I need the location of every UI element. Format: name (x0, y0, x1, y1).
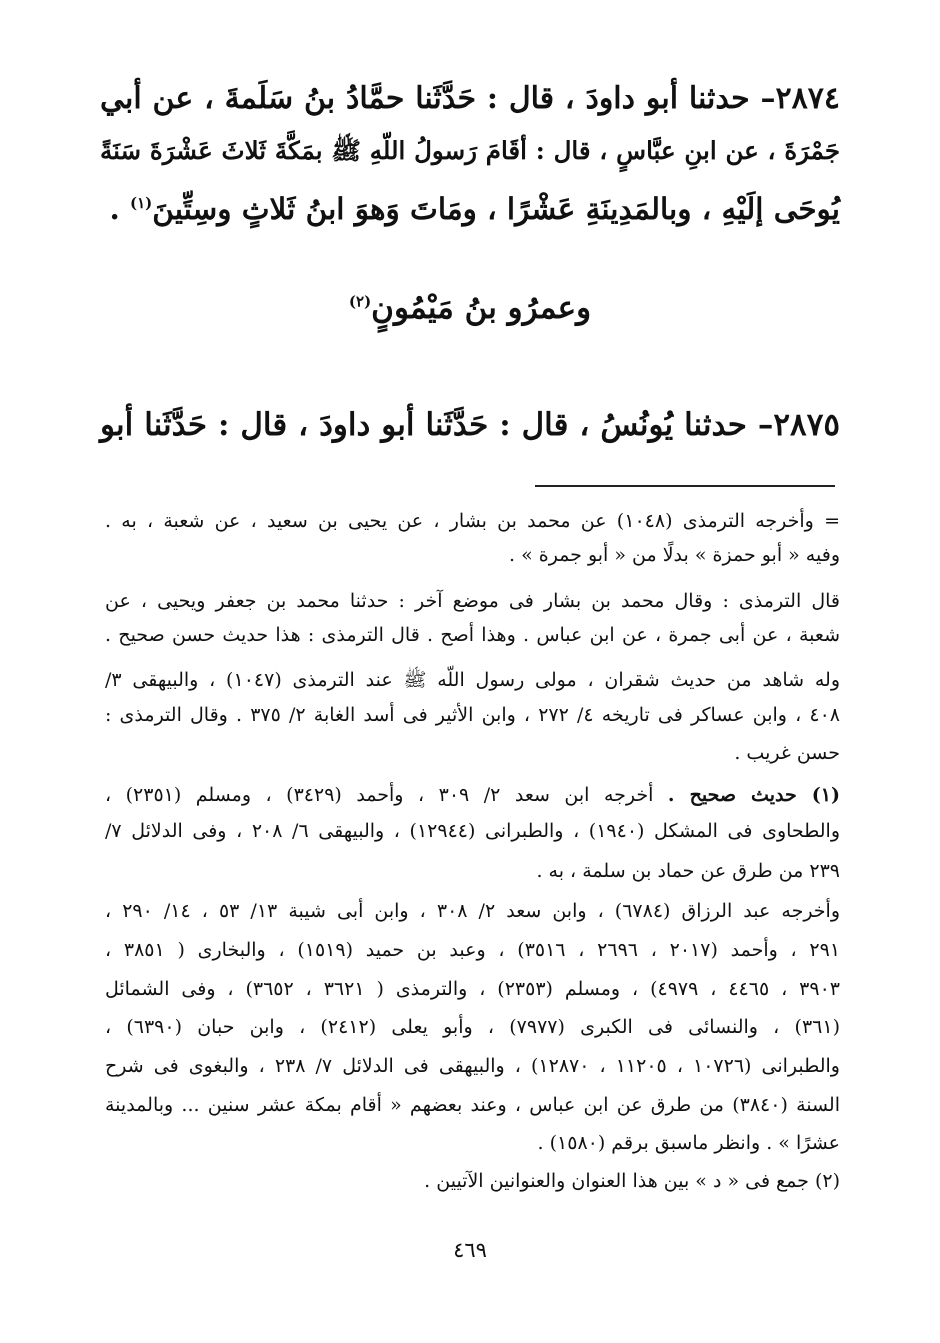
footnote-ref: (١) (129, 194, 153, 213)
footnote-line: شعبة ، عن أبى جمرة ، عن ابن عباس . وهذا أصح . قال الترمذى : هذا حديث حسن صحيح . (105, 624, 840, 646)
footnote-line: والطحاوى فى المشكل (١٩٤٠) ، والطبرانى (١٢٩٤٤) ، والبيهقى ٦/ ٢٠٨ ، وفى الدلائل ٧/ (105, 820, 840, 842)
hadith-text: – حدثنا أبو داودَ ، قال : حَدَّثَنا حمَّادُ بنُ سَلَمةَ ، عن أبي (100, 81, 776, 116)
hadith-2874-line-3 (100, 191, 840, 226)
page-number: ٤٦٩ (453, 1238, 487, 1262)
footnote-line: وله شاهد من حديث شقران ، مولى رسول اللّه ﷺ عند الترمذى (١٠٤٧) ، والبيهقى ٣/ (105, 669, 840, 691)
footnote-line: والطبرانى (١٠٧٢٦ ، ١١٢٠٥ ، ١٢٨٧٠) ، والبيهقى فى الدلائل ٧/ ٢٣٨ ، والبغوى فى شرح (105, 1055, 840, 1077)
hadith-text: يُوحَى إلَيْهِ ، وبالمَدِينَةِ عَشْرًا ، ومَاتَ وَهوَ ابنُ ثَلاثٍ وسِتِّينَ (152, 191, 840, 226)
footnote-line: قال الترمذى : وقال محمد بن بشار فى موضع آخر : حدثنا محمد بن جعفر ويحيى ، عن (105, 590, 840, 612)
hadith-2874-line-2: جَمْرَةَ ، عن ابنِ عبَّاسٍ ، قال : أقَامَ رَسولُ اللّهِ ﷺ بمَكَّةَ ثَلاثَ عَشْرَةَ سَنَةً (100, 136, 840, 165)
footnote-line: ٤٠٨ ، وابن عساكر فى تاريخه ٤/ ٢٧٢ ، وابن الأثير فى أسد الغابة ٢/ ٣٧٥ . وقال الترمذى : (105, 704, 841, 726)
hadith-number: ٢٨٧٤ (775, 81, 840, 116)
footnote-1-label: (١) حديث صحيح . (667, 784, 840, 806)
footnote-line: ٢٣٩ من طرق عن حماد بن سلمة ، به . (536, 860, 840, 882)
footnote-ref: (٢) (348, 292, 372, 311)
hadith-text: – حدثنا يُونُسُ ، قال : حَدَّثَنا أبو داودَ ، قال : حَدَّثَنا أبو (100, 407, 774, 443)
section-heading-text: وعمرُو بنُ مَيْمُونٍ (371, 290, 592, 326)
footnote-2-line: (٢) جمع فى « د » بين هذا العنوان والعنوانين الآتيين . (424, 1170, 840, 1192)
hadith-number: ٢٨٧٥ (773, 407, 840, 443)
footnote-line: عشرًا » . وانظر ماسبق برقم (١٥٨٠) . (537, 1132, 840, 1154)
footnote-line: ٣٩٠٣ ، ٤٤٦٥ ، ٤٩٧٩) ، ومسلم (٢٣٥٣) ، والترمذى ( ٣٦٢١ ، ٣٦٥٢) ، وفى الشمائل (105, 978, 840, 1000)
footnote-line: السنة (٣٨٤٠) من طرق عن ابن عباس ، وعند بعضهم « أقام بمكة عشر سنين ... وبالمدينة (105, 1094, 841, 1116)
footnote-line: وأخرجه عبد الرزاق (٦٧٨٤) ، وابن سعد ٢/ ٣٠٨ ، وابن أبى شيبة ١٣/ ٥٣ ، ١٤/ ٢٩٠ ، (105, 900, 841, 922)
footnote-line: ٢٩١ ، وأحمد (٢٠١٧ ، ٢٦٩٦ ، ٣٥١٦) ، وعبد بن حميد (١٥١٩) ، والبخارى ( ٣٨٥١ ، (105, 939, 841, 961)
hadith-2874-line-1 (100, 81, 840, 116)
hadith-2875-line-1 (100, 407, 840, 443)
footnote-separator (535, 485, 835, 487)
footnote-text: أخرجه ابن سعد ٢/ ٣٠٩ ، وأحمد (٣٤٢٩) ، ومسلم (٢٣٥١) ، (105, 784, 668, 806)
footnote-line: وفيه « أبو حمزة » بدلًا من « أبو جمرة » . (509, 544, 840, 566)
footnote-1-line (105, 786, 840, 805)
footnote-line: (٣٦١) ، والنسائى فى الكبرى (٧٩٧٧) ، وأبو يعلى (٢٤١٢) ، وابن حبان (٦٣٩٠) ، (105, 1016, 840, 1038)
hadith-text-end: . (109, 191, 130, 226)
footnote-line: = وأخرجه الترمذى (١٠٤٨) عن محمد بن بشار ، عن يحيى بن سعيد ، عن شعبة ، به . (105, 510, 841, 532)
footnote-line: حسن غريب . (734, 742, 840, 764)
section-heading (0, 290, 940, 326)
